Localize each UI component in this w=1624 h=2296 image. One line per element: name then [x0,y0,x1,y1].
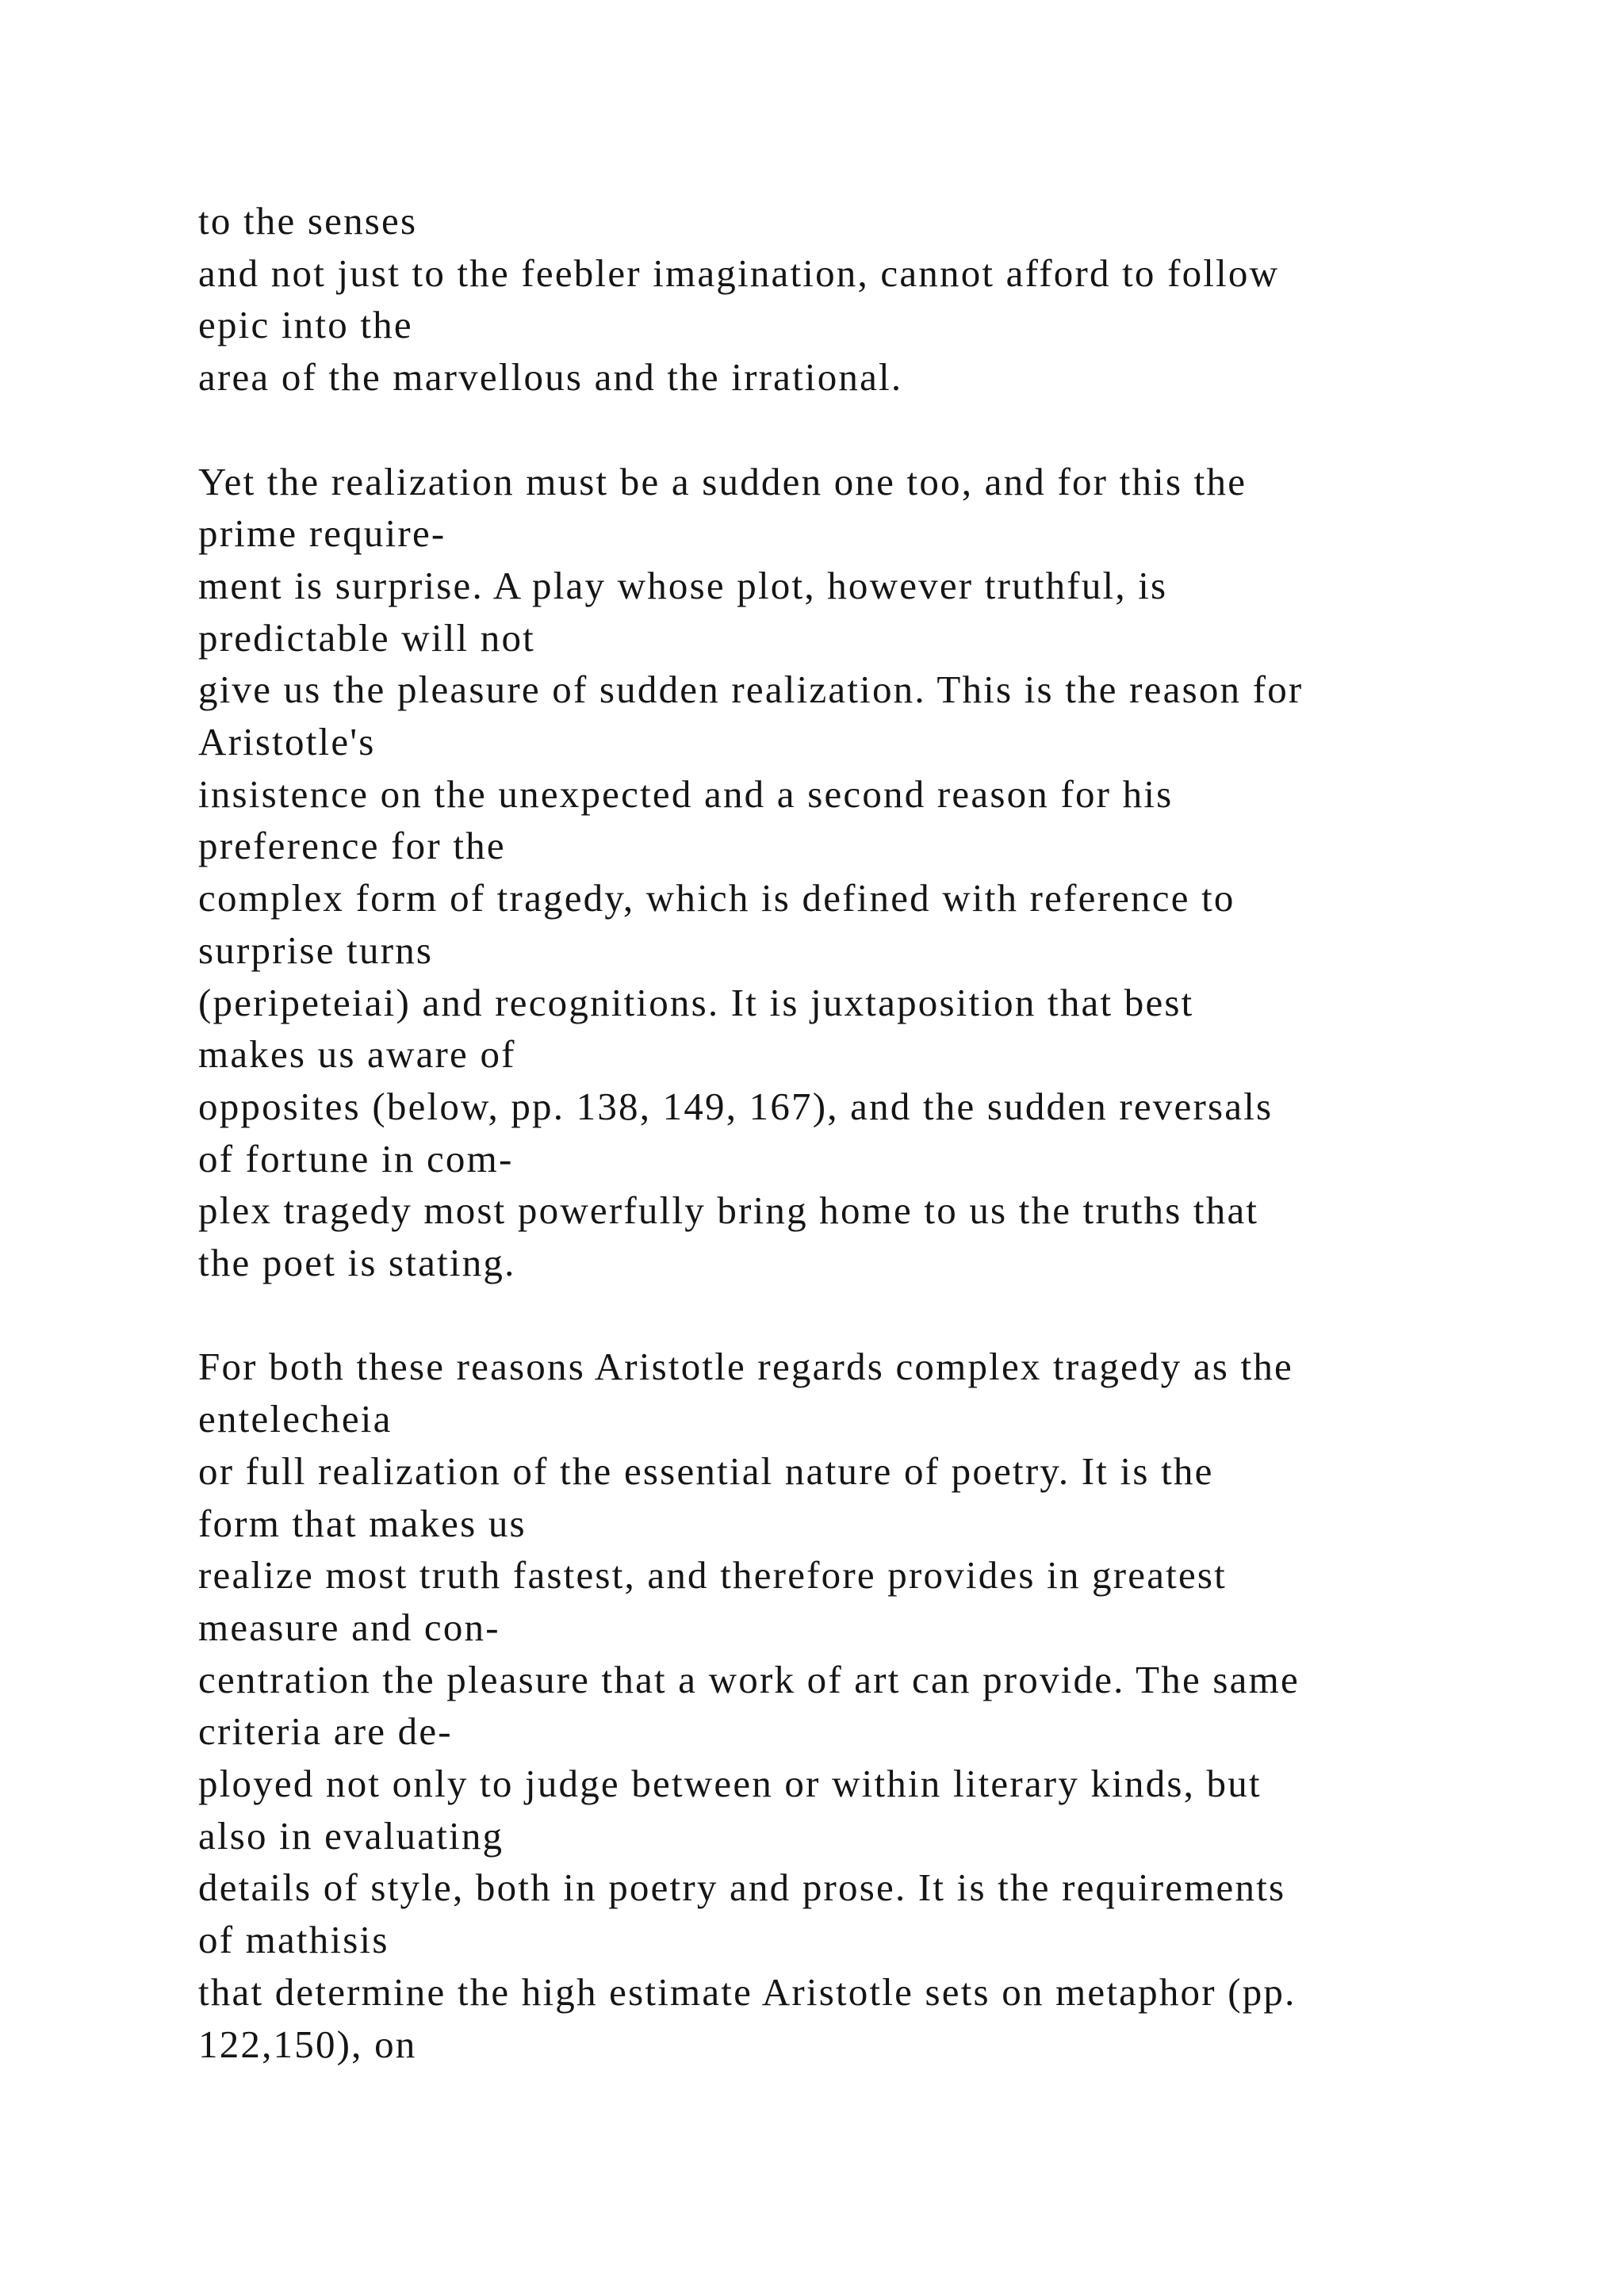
text-line: For both these reasons Aristotle regards complex tragedy as the [198,1345,1293,1389]
text-line: of mathisis [198,1918,389,1962]
text-line: entelecheia [198,1397,393,1441]
text-line: ployed not only to judge between or within literary kinds, but [198,1762,1262,1806]
text-line: surprise turns [198,928,434,972]
text-line: opposites (below, pp. 138, 149, 167), and the sudden reversals [198,1084,1274,1128]
text-line: of fortune in com- [198,1136,514,1181]
text-line: or full realization of the essential nature of poetry. It is the [198,1448,1214,1493]
text-line: measure and con- [198,1605,500,1649]
text-line: ment is surprise. A play whose plot, however truthful, is [198,563,1168,607]
text-line: insistence on the unexpected and a second reason for his [198,771,1174,816]
text-line: preference for the [198,824,506,868]
paragraph-1 [198,195,1546,404]
text-line: Yet the realization must be a sudden one too, and for this the [198,459,1247,503]
text-line: criteria are de- [198,1709,453,1754]
text-line: plex tragedy most powerfully bring home to us the truths that [198,1188,1259,1233]
text-line: centration the pleasure that a work of art can provide. The same [198,1657,1300,1701]
text-line: realize most truth fastest, and therefore provides in greatest [198,1553,1227,1598]
text-line: that determine the high estimate Aristotle sets on metaphor (pp. [198,1969,1297,2014]
paragraph-2 [198,456,1546,1289]
text-line: give us the pleasure of sudden realization. This is the reason for [198,668,1304,712]
text-line: 122,150), on [198,2022,417,2066]
text-line: prime require- [198,511,446,556]
text-line: also in evaluating [198,1813,504,1858]
text-line: (peripeteiai) and recognitions. It is juxtaposition that best [198,980,1194,1024]
paragraph-3 [198,1341,1546,2070]
document-body [198,195,1546,2122]
text-line: makes us aware of [198,1032,516,1077]
text-line: form that makes us [198,1501,527,1545]
text-line: epic into the [198,303,413,347]
text-line: area of the marvellous and the irrational. [198,355,903,400]
text-line: Aristotle's [198,720,376,764]
text-line: to the senses [198,199,418,243]
text-line: and not just to the feebler imagination, cannot afford to follow [198,251,1280,295]
text-line: details of style, both in poetry and prose. It is the requirements [198,1866,1286,1910]
text-line: predictable will not [198,615,535,660]
text-line: complex form of tragedy, which is defined with reference to [198,876,1235,920]
text-line: the poet is stating. [198,1241,516,1285]
